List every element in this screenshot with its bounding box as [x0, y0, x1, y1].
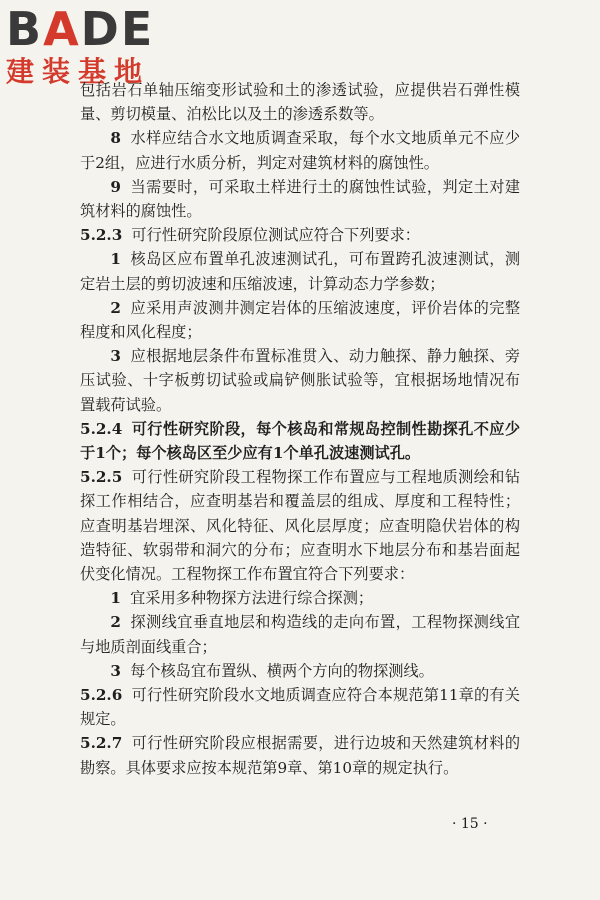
list-item: 1 核岛区应布置单孔波速测试孔，可布置跨孔波速测试，测定岩土层的剪切波速和压缩波速，计算动态力学参数；: [80, 250, 520, 293]
logo-subtitle: 建装基地: [6, 55, 151, 88]
list-item: 8 水样应结合水文地质调查采取，每个水文地质单元不应少于2组，应进行水质分析，判定对建筑材料的腐蚀性。: [80, 129, 520, 172]
clause-mandatory: 5.2.4 可行性研究阶段，每个核岛和常规岛控制性勘探孔不应少于1个；每个核岛区至少应有1个单孔波速测试孔。: [80, 419, 520, 463]
list-item: 3 应根据地层条件布置标准贯入、动力触探、静力触探、旁压试验、十字板剪切试验或扁铲侧胀试验等，宜根据场地情况布置载荷试验。: [80, 347, 520, 414]
list-item: 3 每个核岛宜布置纵、横两个方向的物探测线。: [110, 661, 434, 680]
logo-wordmark: BADE: [6, 2, 155, 56]
list-item: 2 应采用声波测井测定岩体的压缩波速度，评价岩体的完整程度和风化程度；: [80, 298, 520, 342]
clause: 5.2.3 可行性研究阶段原位测试应符合下列要求：: [80, 226, 420, 245]
paragraph: 包括岩石单轴压缩变形试验和土的渗透试验，应提供岩石弹性模量、剪切模量、泊松比以及土的渗透系数等。: [80, 81, 520, 124]
document-body: [80, 78, 520, 780]
clause: 5.2.7 可行性研究阶段应根据需要，进行边坡和天然建筑材料的勘察。具体要求应按本规范第9章、第10章的规定执行。: [80, 734, 520, 777]
clause: 5.2.6 可行性研究阶段水文地质调查应符合本规范第11章的有关规定。: [80, 686, 520, 729]
list-item: 9 当需要时，可采取土样进行土的腐蚀性试验，判定土对建筑材料的腐蚀性。: [80, 177, 520, 221]
list-item: 1 宜采用多种物探方法进行综合探测；: [110, 589, 374, 608]
clause: 5.2.5 可行性研究阶段工程物探工作布置应与工程地质测绘和钻探工作相结合，应查明基岩和覆盖层的组成、厚度和工程特性；应查明基岩埋深、风化特征、风化层厚度；应查明隐伏岩体的构造特征、软弱带和洞穴的分布；应查明水下地层分布和基岩面起伏变化情况。工程物探工作布置宜符合下列要求：: [80, 468, 520, 584]
page-number: · 15 ·: [452, 816, 488, 832]
list-item: 2 探测线宜垂直地层和构造线的走向布置，工程物探测线宜与地质剖面线重合；: [80, 613, 520, 656]
